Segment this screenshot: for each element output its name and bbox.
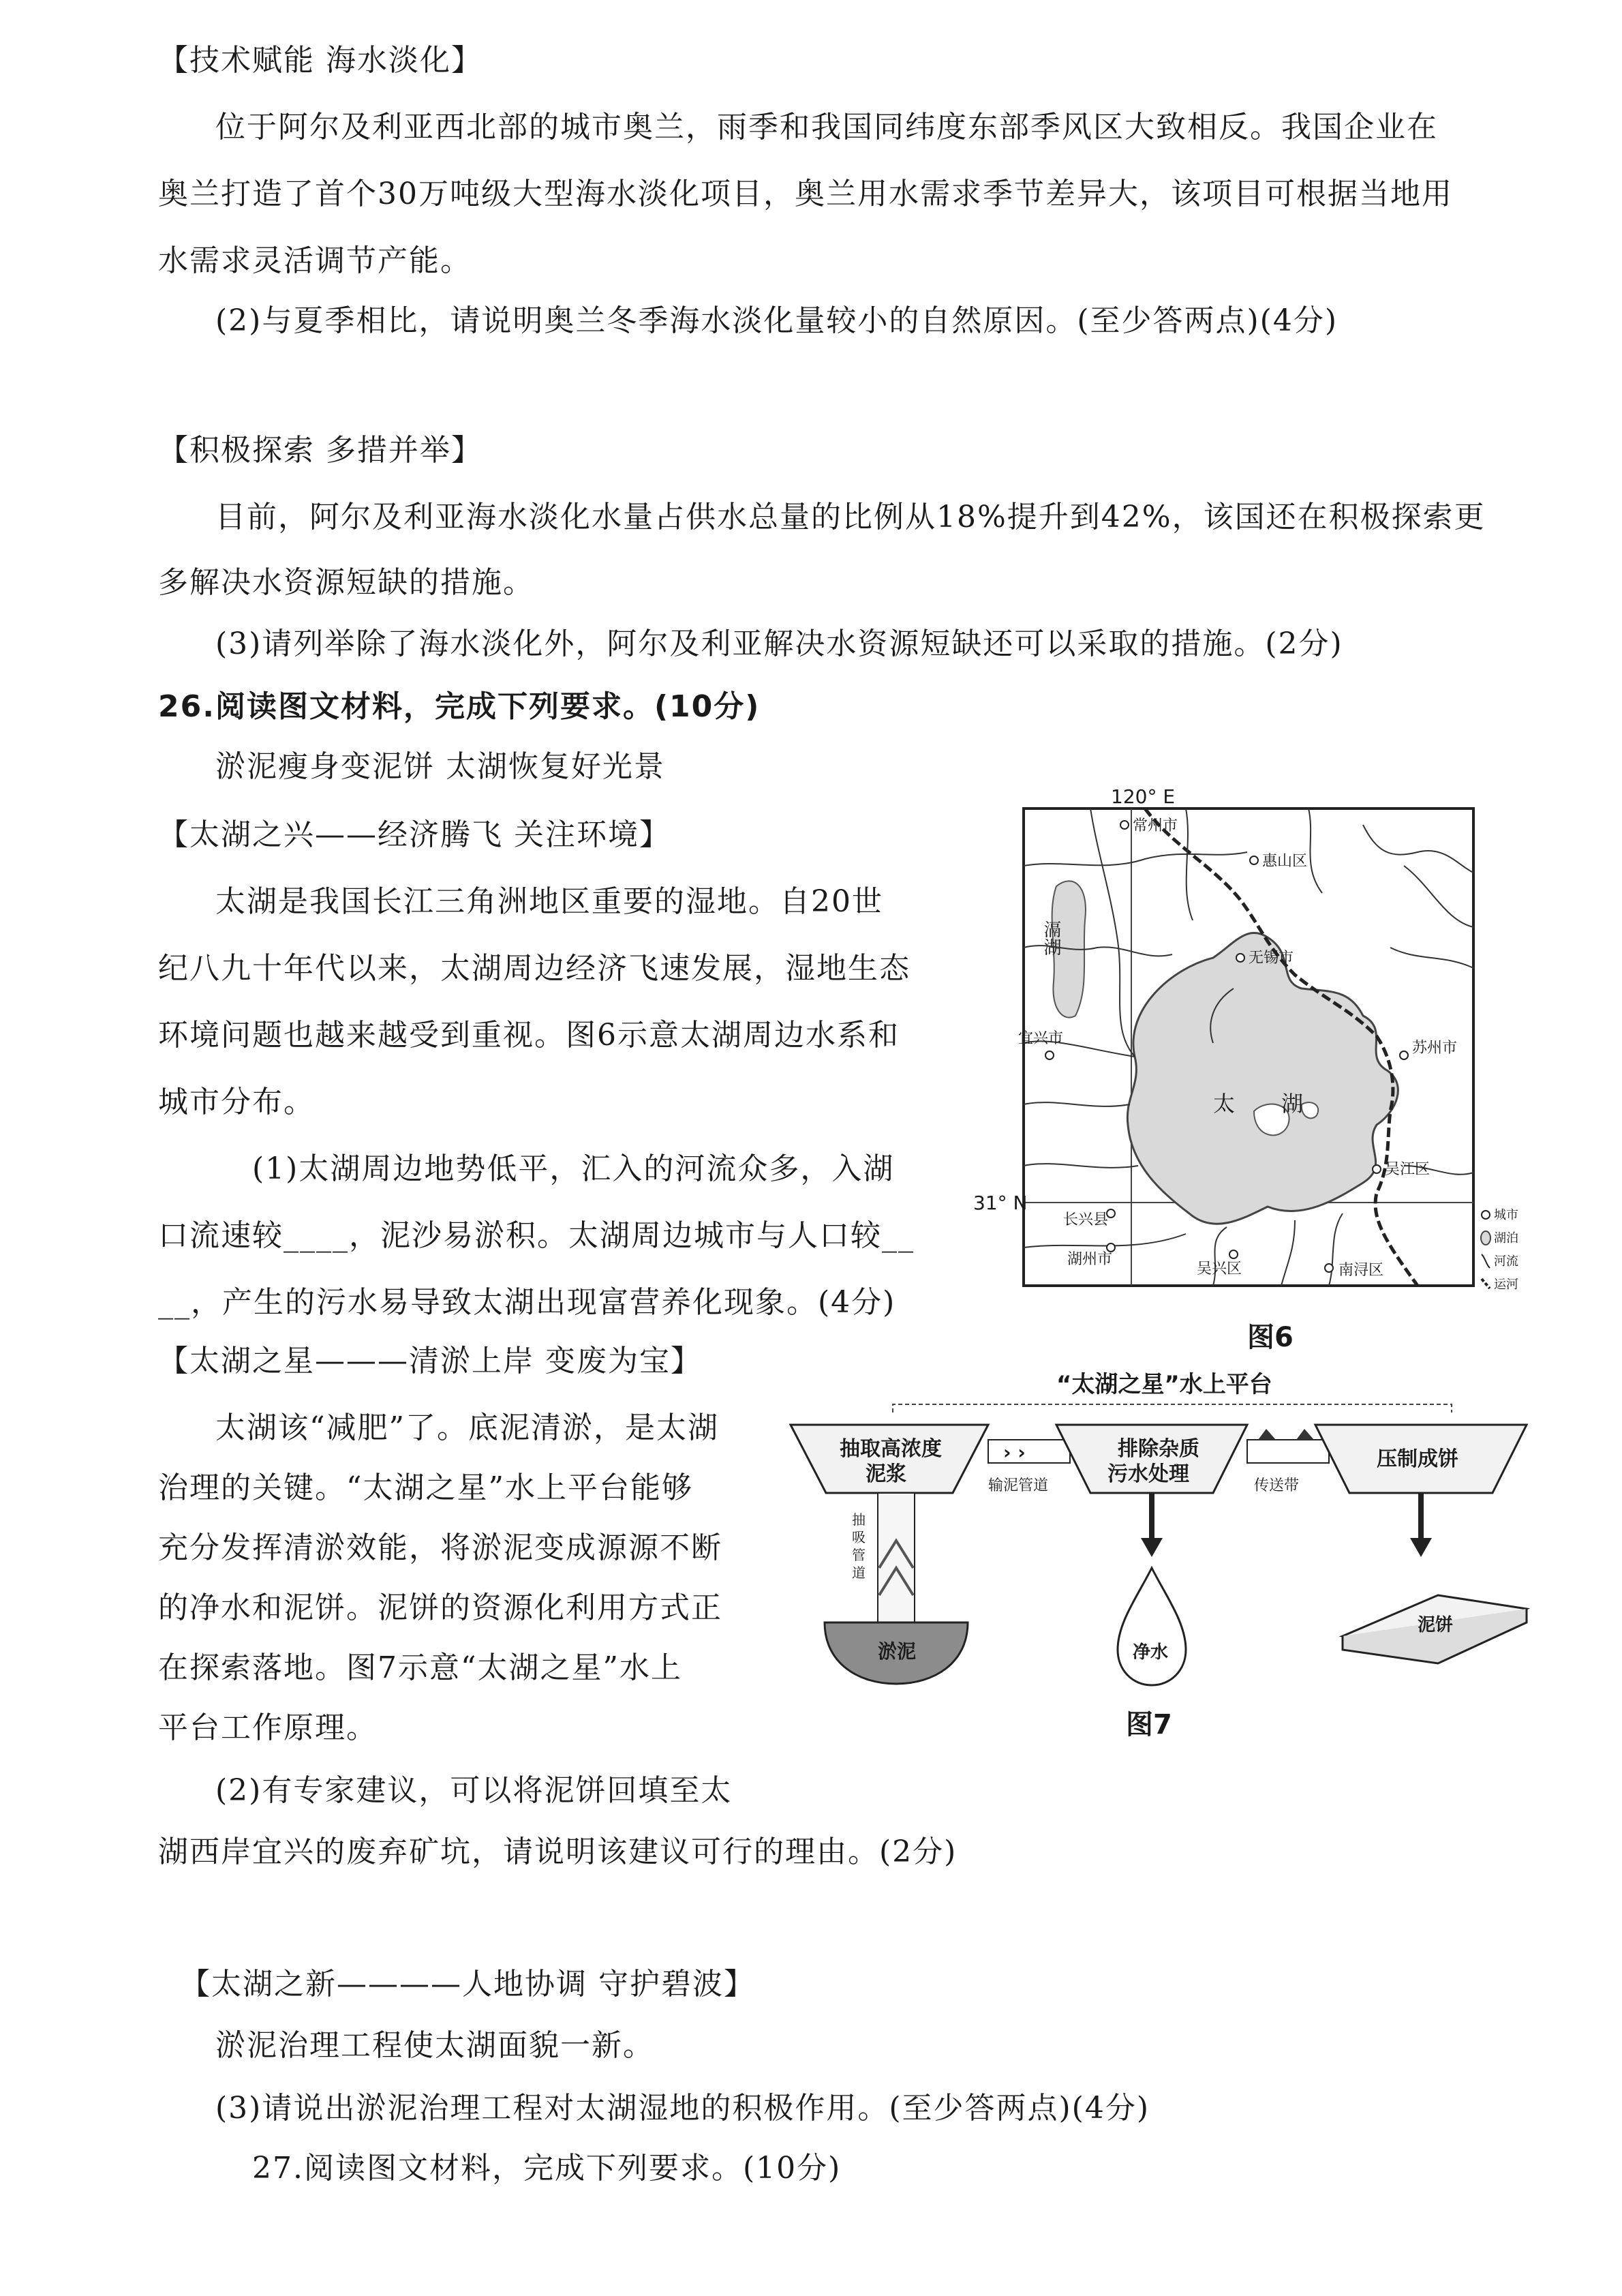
mud-pipe-label: 输泥管道 bbox=[988, 1477, 1049, 1494]
legend-label: 城市 bbox=[1494, 1208, 1518, 1222]
suction-label: 管 bbox=[852, 1547, 866, 1563]
city-label: 吴兴区 bbox=[1197, 1260, 1242, 1278]
question-3-line: (3)请说出淤泥治理工程对太湖湿地的积极作用。(至少答两点)(4分) bbox=[215, 2091, 1150, 2126]
city-marker bbox=[1250, 856, 1258, 864]
city-label: 无锡市 bbox=[1249, 950, 1294, 967]
city-label: 吴江区 bbox=[1385, 1161, 1430, 1178]
question-2: (2)与夏季相比，请说明奥兰冬季海水淡化量较小的自然原因。(至少答两点)(4分) bbox=[215, 303, 1338, 338]
figure-6-map bbox=[973, 784, 1518, 1302]
suction-pipe bbox=[878, 1493, 915, 1622]
lake-label-1: 太 bbox=[1213, 1091, 1236, 1117]
longitude-label: 120° E bbox=[1111, 785, 1176, 808]
city-marker bbox=[1236, 954, 1244, 962]
legend-city-symbol bbox=[1482, 1211, 1490, 1219]
legend-label: 运河 bbox=[1494, 1278, 1518, 1292]
paragraph-line: 目前，阿尔及利亚海水淡化水量占供水总量的比例从18%提升到42%，该国还在积极探索更 bbox=[215, 500, 1486, 534]
extract-box-label: 抽取高浓度 bbox=[840, 1437, 942, 1461]
paragraph-line: 充分发挥清淤效能，将淤泥变成源源不断 bbox=[158, 1530, 722, 1565]
section-title-new: 【太湖之新————人地协调 守护碧波】 bbox=[180, 1967, 755, 2002]
conveyor-load bbox=[1258, 1429, 1314, 1440]
paragraph-line: 太湖该“减肥”了。底泥清淤，是太湖 bbox=[215, 1410, 719, 1445]
lake-label-2: 湖 bbox=[1281, 1091, 1304, 1117]
question-1-line: (1)太湖周边地势低平，汇入的河流众多，入湖 bbox=[252, 1151, 895, 1186]
question-3: (3)请列举除了海水淡化外，阿尔及利亚解决水资源短缺还可以采取的措施。(2分) bbox=[215, 626, 1343, 661]
city-label: 南浔区 bbox=[1338, 1262, 1384, 1279]
cake-label: 泥饼 bbox=[1418, 1615, 1454, 1635]
city-label: 长兴县 bbox=[1063, 1211, 1109, 1228]
city-label: 惠山区 bbox=[1262, 853, 1308, 870]
question-26-heading: 26.阅读图文材料，完成下列要求。(10分) bbox=[158, 689, 761, 724]
figure-6-caption: 图6 bbox=[1247, 1322, 1294, 1353]
paragraph-line: 治理的关键。“太湖之星”水上平台能够 bbox=[158, 1470, 693, 1505]
conveyor-belt bbox=[1247, 1440, 1329, 1463]
subtitle: 淤泥瘦身变泥饼 太湖恢复好光景 bbox=[215, 749, 665, 784]
city-label: 宜兴市 bbox=[1018, 1030, 1064, 1047]
question-1-line: __，产生的污水易导致太湖出现富营养化现象。(4分) bbox=[158, 1285, 896, 1320]
paragraph-line: 纪八九十年代以来，太湖周边经济飞速发展，湿地生态 bbox=[158, 951, 911, 986]
water-arrowhead bbox=[1141, 1538, 1163, 1557]
latitude-label: 31° N bbox=[973, 1192, 1028, 1214]
platform-bracket bbox=[893, 1404, 1452, 1413]
section-title-explore: 【积极探索 多措并举】 bbox=[158, 433, 483, 468]
paragraph-line: 位于阿尔及利亚西北部的城市奥兰，雨季和我国同纬度东部季风区大致相反。我国企业在 bbox=[215, 110, 1438, 145]
city-label: 苏州市 bbox=[1412, 1040, 1458, 1057]
gehu-label: 滆湖 bbox=[1041, 920, 1061, 956]
suction-label: 道 bbox=[852, 1565, 866, 1581]
city-label: 湖州市 bbox=[1067, 1251, 1113, 1268]
paragraph-line: 平台工作原理。 bbox=[158, 1710, 378, 1745]
paragraph-line: 的净水和泥饼。泥饼的资源化利用方式正 bbox=[158, 1590, 722, 1625]
question-1-line: 口流速较____，泥沙易淤积。太湖周边城市与人口较__ bbox=[158, 1218, 915, 1253]
question-27-heading: 27.阅读图文材料，完成下列要求。(10分) bbox=[252, 2151, 842, 2186]
cake-arrowhead bbox=[1410, 1538, 1432, 1557]
suction-label: 抽 bbox=[852, 1511, 866, 1528]
city-marker bbox=[1400, 1051, 1408, 1059]
paragraph-line: 淤泥治理工程使太湖面貌一新。 bbox=[215, 2028, 654, 2063]
section-title-star: 【太湖之星———清淤上岸 变废为宝】 bbox=[158, 1344, 702, 1378]
press-box-label: 压制成饼 bbox=[1377, 1447, 1458, 1471]
water-drop bbox=[1118, 1568, 1186, 1685]
paragraph-line: 环境问题也越来越受到重视。图6示意太湖周边水系和 bbox=[158, 1018, 900, 1053]
map-legend bbox=[1481, 1208, 1518, 1292]
figure-7-diagram bbox=[784, 1363, 1547, 1745]
paragraph-line: 在探索落地。图7示意“太湖之星”水上 bbox=[158, 1650, 682, 1685]
legend-canal-symbol bbox=[1482, 1279, 1490, 1288]
section-title-technology: 【技术赋能 海水淡化】 bbox=[158, 43, 483, 78]
legend-lake-symbol bbox=[1481, 1231, 1490, 1245]
platform-title: “太湖之星”水上平台 bbox=[1056, 1371, 1272, 1398]
paragraph-line: 多解决水资源短缺的措施。 bbox=[158, 565, 534, 600]
question-2-line: (2)有专家建议，可以将泥饼回填至太 bbox=[215, 1773, 733, 1808]
mud-pipe bbox=[988, 1440, 1070, 1463]
legend-river-symbol bbox=[1482, 1254, 1490, 1268]
pipe-arrows: › › bbox=[1003, 1441, 1026, 1464]
question-2-line: 湖西岸宜兴的废弃矿坑，请说明该建议可行的理由。(2分) bbox=[158, 1834, 958, 1869]
paragraph-line: 太湖是我国长江三角洲地区重要的湿地。自20世 bbox=[215, 884, 883, 919]
city-marker bbox=[1120, 821, 1129, 829]
paragraph-line: 奥兰打造了首个30万吨级大型海水淡化项目，奥兰用水需求季节差异大，该项目可根据当地用 bbox=[158, 177, 1453, 211]
conveyor-label: 传送带 bbox=[1254, 1477, 1300, 1494]
section-title-prosperity: 【太湖之兴——经济腾飞 关注环境】 bbox=[158, 817, 671, 852]
city-label: 常州市 bbox=[1133, 817, 1178, 834]
figure-7-caption: 图7 bbox=[1126, 1709, 1172, 1740]
treatment-box-label: 排除杂质 bbox=[1118, 1437, 1199, 1461]
paragraph-line: 城市分布。 bbox=[158, 1085, 315, 1119]
treatment-box-label: 污水处理 bbox=[1107, 1462, 1189, 1486]
city-marker bbox=[1325, 1264, 1333, 1272]
legend-label: 湖泊 bbox=[1494, 1231, 1518, 1245]
extract-box-label: 泥浆 bbox=[866, 1462, 906, 1486]
city-marker bbox=[1045, 1051, 1054, 1059]
suction-label: 吸 bbox=[852, 1529, 866, 1545]
city-marker bbox=[1229, 1250, 1238, 1258]
water-label: 净水 bbox=[1133, 1642, 1169, 1663]
paragraph-line: 水需求灵活调节产能。 bbox=[158, 243, 472, 278]
city-marker bbox=[1373, 1165, 1381, 1173]
legend-label: 河流 bbox=[1494, 1254, 1518, 1269]
mud-label: 淤泥 bbox=[878, 1640, 917, 1663]
